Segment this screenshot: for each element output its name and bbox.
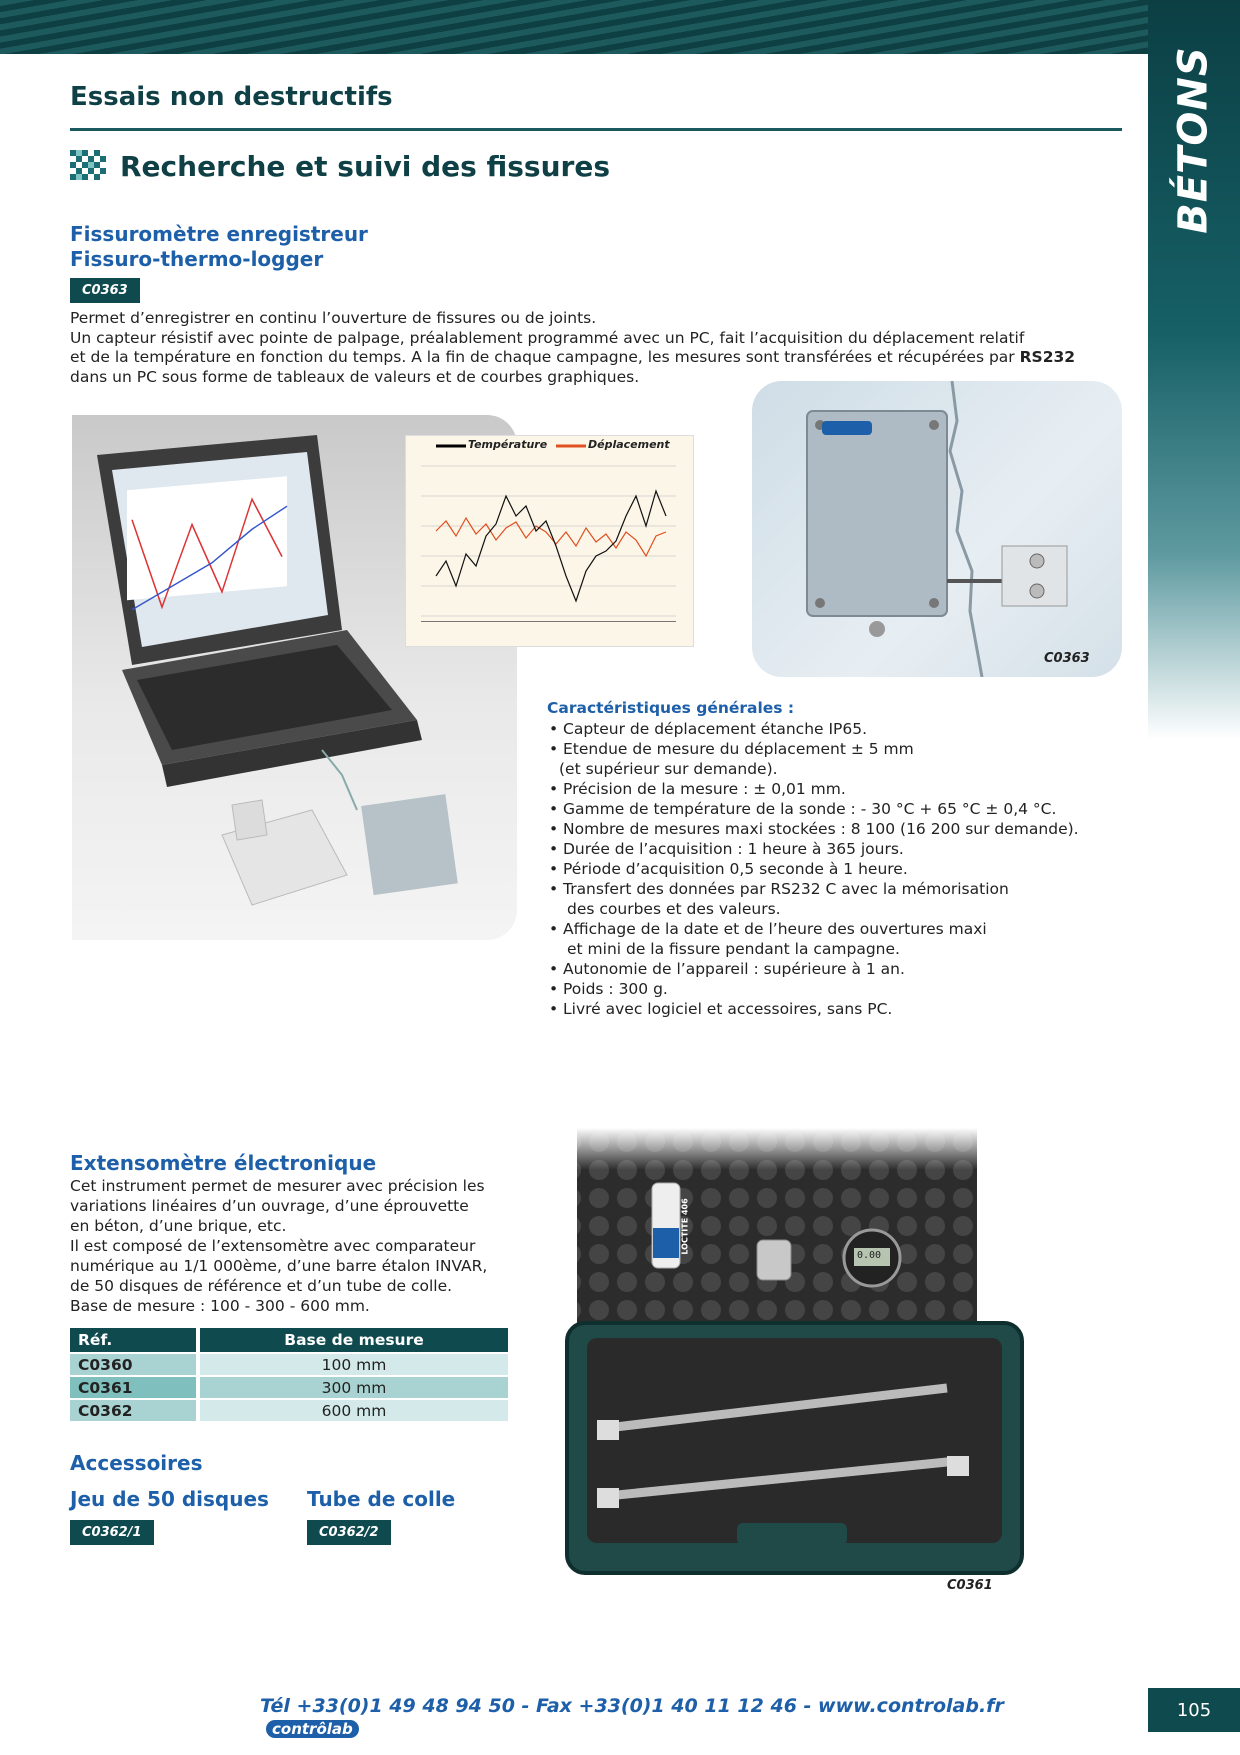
table-row: C0361 300 mm <box>70 1377 508 1398</box>
accessories-title: Accessoires <box>70 1451 203 1475</box>
chart-inset <box>405 435 694 647</box>
specs-list <box>547 719 1127 1019</box>
table-header-base: Base de mesure <box>196 1328 508 1352</box>
sensor-photo <box>752 381 1122 677</box>
reference-table <box>70 1326 508 1423</box>
spec-item: • Etendue de mesure du déplacement ± 5 mm <box>547 739 1127 759</box>
spec-item: • Gamme de température de la sonde : - 30 °C + 65 °C ± 0,4 °C. <box>547 799 1127 819</box>
product-subtitle: Fissuro-thermo-logger <box>70 247 324 271</box>
specs-title: Caractéristiques générales : <box>547 699 795 717</box>
brand-logo: contrôlab <box>266 1720 359 1738</box>
spec-item: • Précision de la mesure : ± 0,01 mm. <box>547 779 1127 799</box>
spec-item: et mini de la fissure pendant la campagne. <box>567 940 900 958</box>
section-title: Essais non destructifs <box>70 82 393 112</box>
spec-item: des courbes et des valeurs. <box>567 900 781 918</box>
legend-temperature: Température <box>468 438 548 451</box>
page-number: 105 <box>1148 1688 1240 1732</box>
spec-item: • Durée de l’acquisition : 1 heure à 365 jours. <box>547 839 1127 859</box>
spec-item: • Livré avec logiciel et accessoires, sans PC. <box>547 999 1127 1019</box>
photo-caption: C0363 <box>1044 651 1090 666</box>
product-description: Permet d’enregistrer en continu l’ouverture de fissures ou de joints. Un capteur résistif avec pointe de palpage, préalablement programmé avec un PC, fait l’acquisition du déplacement relatif et de la température en fonction du temps. A la fin de chaque campagne, les mesures sont transférées et récupérées par RS232 dans un PC sous forme de tableaux de valeurs et de courbes graphiques. <box>70 309 1076 386</box>
legend-displacement: Déplacement <box>588 438 670 451</box>
subsection-title: Recherche et suivi des fissures <box>120 150 610 183</box>
spec-item: • Autonomie de l’appareil : supérieure à 1 an. <box>547 959 1127 979</box>
product2-description: Cet instrument permet de mesurer avec précision les variations linéaires d’un ouvrage, d’une éprouvette en béton, d’une brique, etc. Il est composé de l’extensomètre avec comparateur numérique au 1/1 000ème, d’une barre étalon INVAR, de 50 disques de référence et d’un tube de colle. Base de mesure : 100 - 300 - 600 mm. <box>70 1177 488 1315</box>
footer-contact: Tél +33(0)1 49 48 94 50 - Fax +33(0)1 40 11 12 46 - www.controlab.fr contrôlab <box>260 1695 1004 1738</box>
spec-item: • Poids : 300 g. <box>547 979 1127 999</box>
spec-item: • Capteur de déplacement étanche IP65. <box>547 719 1127 739</box>
checker-icon <box>70 150 110 186</box>
accessory-title: Tube de colle <box>307 1487 456 1511</box>
spec-item: • Transfert des données par RS232 C avec la mémorisation <box>547 879 1127 899</box>
glue-label: LOCTITE 406 <box>680 1198 690 1255</box>
product2-title: Extensomètre électronique <box>70 1151 377 1175</box>
product-title: Fissuromètre enregistreur <box>70 222 368 246</box>
accessory-title: Jeu de 50 disques <box>70 1487 269 1511</box>
photo-caption: C0361 <box>947 1578 993 1593</box>
top-decorative-band <box>0 0 1240 54</box>
spec-item: • Période d’acquisition 0,5 seconde à 1 heure. <box>547 859 1127 879</box>
side-title: BÉTONS <box>1171 46 1218 234</box>
reference-tag: C0362/2 <box>307 1520 391 1545</box>
spec-item: (et supérieur sur demande). <box>559 760 778 778</box>
reference-tag: C0362/1 <box>70 1520 154 1545</box>
reference-tag: C0363 <box>70 278 140 303</box>
extensometer-case-photo <box>557 1128 1027 1598</box>
table-header-ref: Réf. <box>70 1328 196 1352</box>
table-row: C0362 600 mm <box>70 1400 508 1421</box>
divider <box>70 128 1122 131</box>
table-row: C0360 100 mm <box>70 1354 508 1375</box>
spec-item: • Affichage de la date et de l’heure des ouvertures maxi <box>547 919 1127 939</box>
gauge-display: 0.00 <box>857 1250 882 1261</box>
spec-item: • Nombre de mesures maxi stockées : 8 100 (16 200 sur demande). <box>547 819 1127 839</box>
